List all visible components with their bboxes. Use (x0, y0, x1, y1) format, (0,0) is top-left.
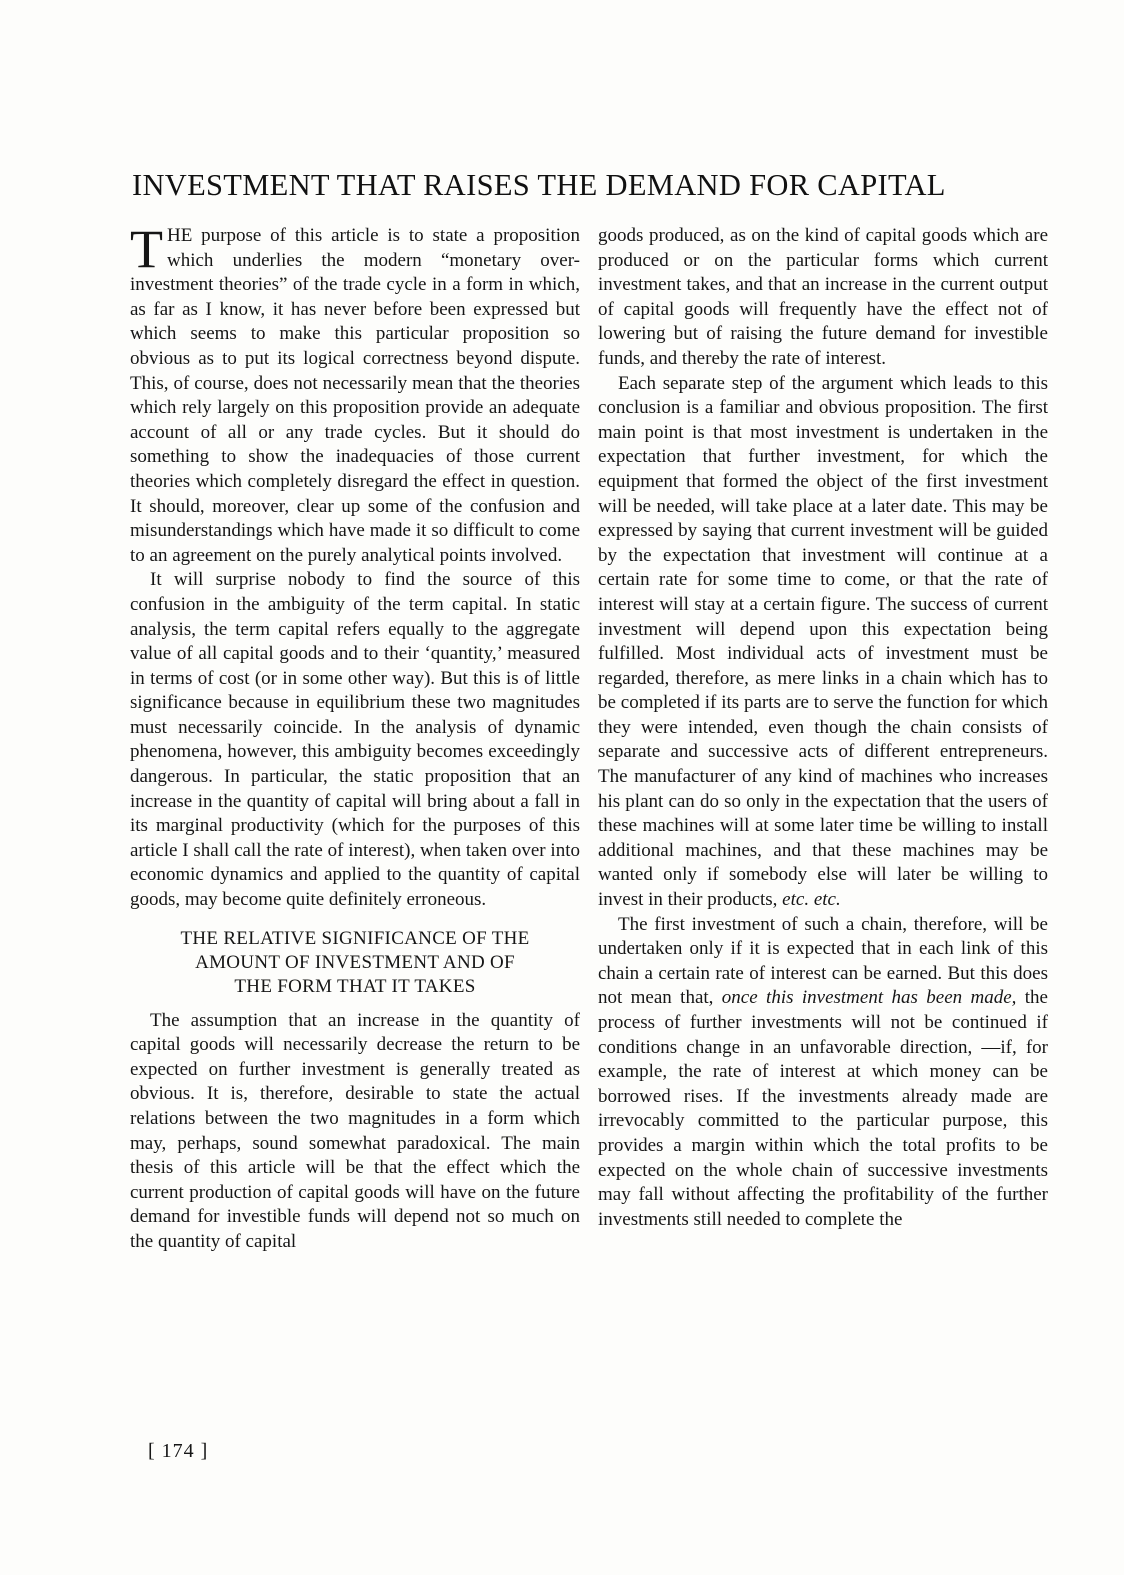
page-number: [ 174 ] (148, 1440, 209, 1462)
paragraph-1-text: HE purpose of this article is to state a proposition which underlies the modern “monetary over-investment theories” of the trade cycle in a form in which, as far as I know, it has never before been expressed but which seems to make this particular proposition so obvious as to put its logical correctness beyond dispute. This, of course, does not necessarily mean that the theories which rely largely on this proposition provide an adequate account of all or any trade cycles. But it should do something to show the inadequacies of those current theories which completely disregard the effect in question. It should, moreover, clear up some of the confusion and misunderstandings which have made it so difficult to come to an agreement on the purely analytical points involved. (130, 225, 580, 566)
section-heading-line-2: AMOUNT OF INVESTMENT AND OF (195, 951, 515, 973)
paragraph-2: It will surprise nobody to find the source of this confusion in the ambiguity of the term capital. In static analysis, the term capital refers equally to the aggregate value of all capital goods and to their ‘quantity,’ measured in terms of cost (or in some other way). But this is of little significance because in equilibrium these two magnitudes must necessarily coincide. In the analysis of dynamic phenomena, however, this ambiguity becomes exceedingly dangerous. In particular, the static proposition that an increase in the quantity of capital will bring about a fall in its marginal productivity (which for the purposes of this article I shall call the rate of interest), when taken over into economic dynamics and applied to the quantity of capital goods, may become quite definitely erroneous. (130, 569, 580, 911)
section-heading (130, 927, 580, 999)
paragraph-6-start: The first investment of such a chain, therefore, will be undertaken only if it is expected that in each link of this chain a certain rate of interest can be earned. But this does not mean that, (598, 913, 1048, 1009)
paragraph-6-italic: once this investment has been made, (721, 987, 1017, 1009)
drop-cap: T (130, 219, 163, 279)
right-column (598, 224, 1048, 1232)
paragraph-6 (598, 913, 1048, 1233)
section-heading-line-1: THE RELATIVE SIGNIFICANCE OF THE (180, 927, 530, 949)
page-title: INVESTMENT THAT RAISES THE DEMAND FOR CAPITAL (132, 168, 946, 202)
left-column (130, 219, 580, 1255)
paragraph-4: goods produced, as on the kind of capital goods which are produced or on the particular forms which current investment takes, and that an increase in the current output of capital goods will frequently have the effect not of lowering but of raising the future demand for investible funds, and thereby the rate of interest. (598, 225, 1048, 369)
paragraph-5-text: Each separate step of the argument which leads to this conclusion is a familiar and obvious proposition. The first main point is that most investment is undertaken in the expectation that further investment, for which the equipment that formed the object of the first investment will be needed, will take place at a later date. This may be expressed by saying that current investment will be guided by the expectation that investment will continue at a certain rate for some time to come, or that the rate of interest will stay at a certain figure. The success of current investment will depend upon this expectation being fulfilled. Most individual acts of investment must be regarded, therefore, as mere links in a chain which has to be completed if its parts are to serve the function for which they were intended, even though the chain consists of separate and successive acts of different entrepreneurs. The manufacturer of any kind of machines who increases his plant can do so only in the expectation that the users of these machines will at some later time be willing to install additional machines, and that these machines may be wanted only if somebody else will later be willing to invest in their products, (598, 372, 1048, 911)
paragraph-6-end: the process of further investments will not be continued if conditions change in an unfavorable direction, —if, for example, the rate of interest at which money can be borrowed rises. If the investments already made are irrevocably committed to the particular purpose, this provides a margin within which the total profits to be expected on the whole chain of successive investments may fall without affecting the profitability of the further investments still needed to complete the (598, 987, 1048, 1230)
paragraph-3: The assumption that an increase in the quantity of capital goods will necessarily decrease the return to be expected on further investment is generally treated as obvious. It is, therefore, desirable to state the actual relations between the two magnitudes in a form which may, perhaps, sound somewhat paradoxical. The main thesis of this article will be that the effect which the current production of capital goods will have on the future demand for investible funds will depend not so much on the quantity of capital (130, 1009, 580, 1252)
paragraph-5 (598, 372, 1048, 913)
paragraph-5-italic: etc. etc. (782, 889, 841, 911)
paragraph-1 (130, 219, 580, 568)
section-heading-line-3: THE FORM THAT IT TAKES (234, 975, 476, 997)
